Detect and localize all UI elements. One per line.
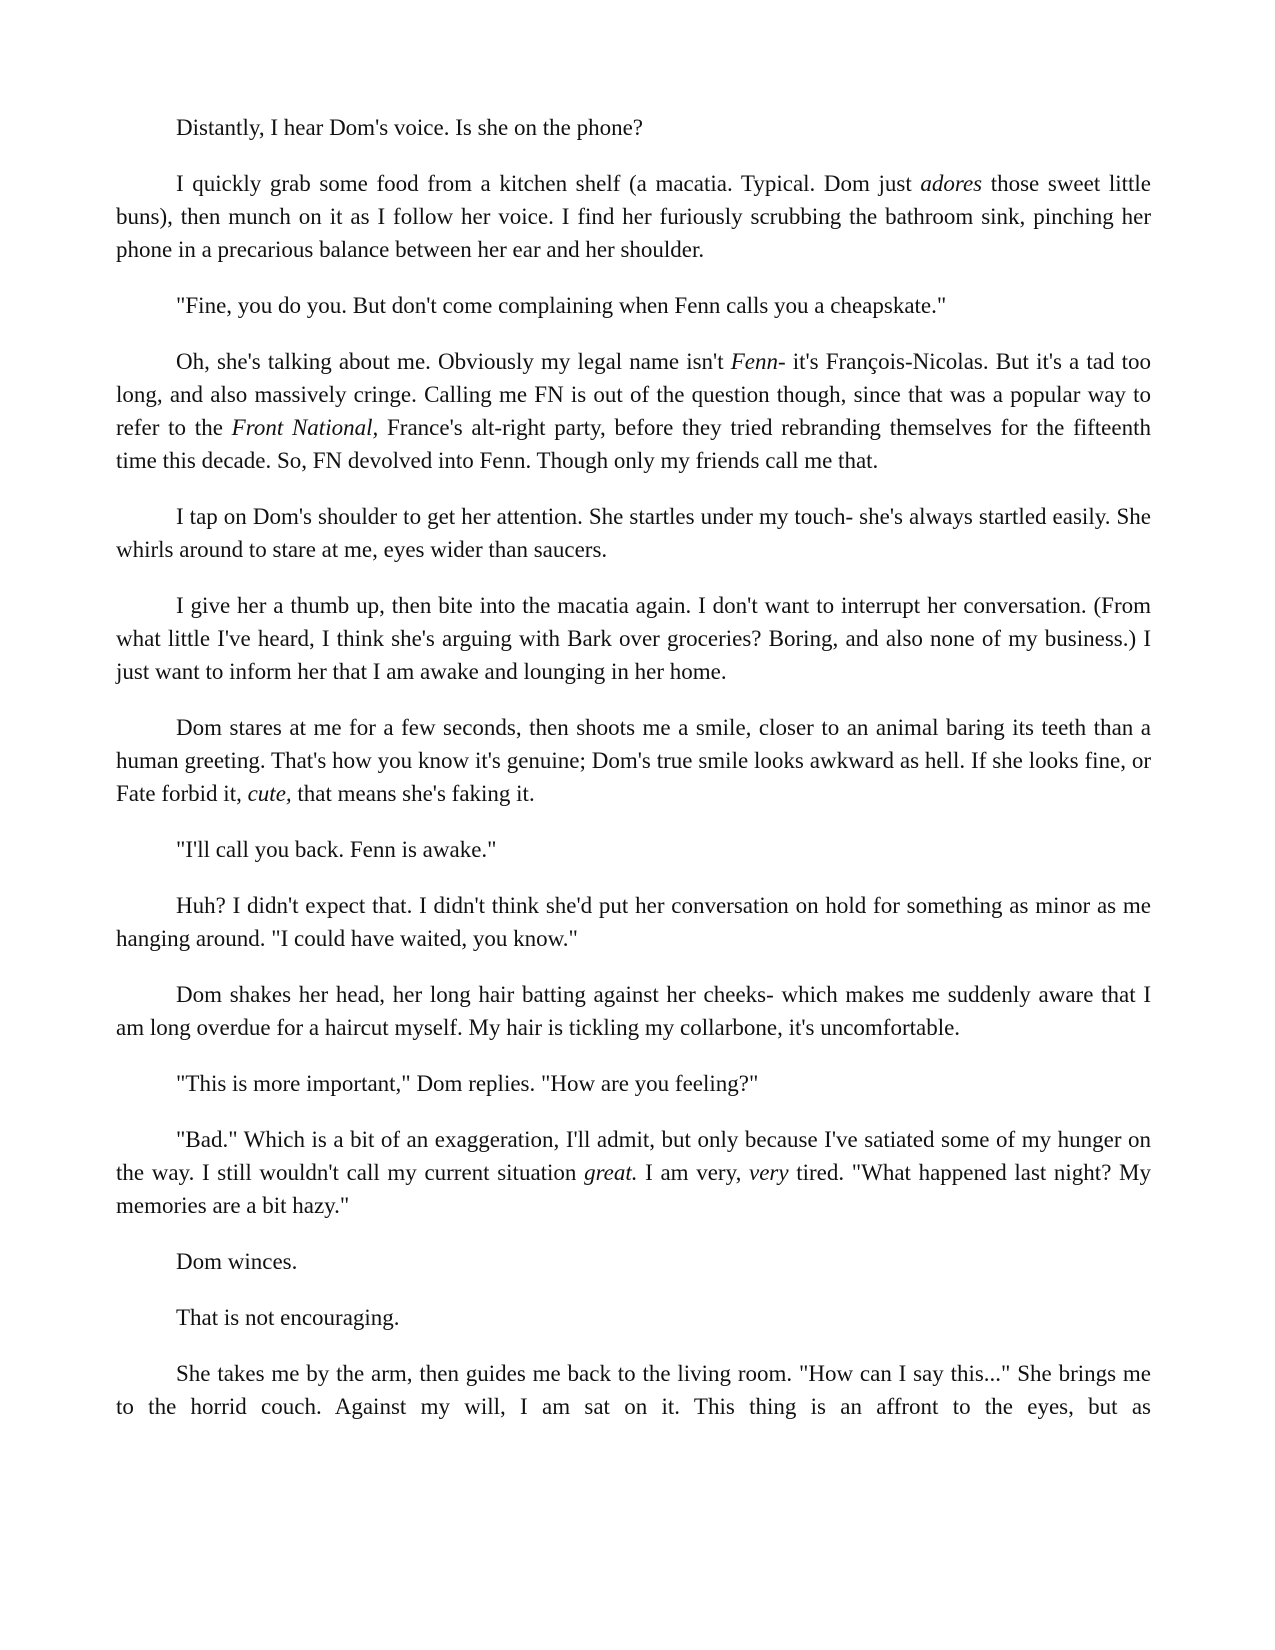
emphasis-text: cute, — [247, 781, 292, 806]
paragraph-text: closer to an animal baring its teeth than a human greeting. That's how you know it's genuine; Dom's true smile looks awkward as hell. If she looks fine, or Fate forbid it, — [116, 715, 1151, 806]
paragraph-text: She takes me by the arm, then guides me back to the living room. "How can I say this..." She brings me to the horrid couch. Against my will, I am sat on it. This thing is an affront to the eyes, but as — [116, 1361, 1151, 1419]
emphasis-text: Front National, — [231, 415, 379, 440]
body-paragraph — [116, 978, 1151, 1044]
body-paragraph — [116, 1067, 1151, 1100]
emphasis-text: Fenn- — [730, 349, 786, 374]
body-paragraph — [116, 711, 1151, 810]
body-paragraph — [116, 111, 1151, 144]
paragraph-text: that means she's faking it. — [291, 781, 535, 806]
body-paragraph — [116, 167, 1151, 266]
body-paragraph — [116, 889, 1151, 955]
paragraph-text: France's alt-right party, before they tried rebranding themselves for the fifteenth time this decade. So, FN devolved into Fenn. Though only my friends call me that. — [116, 415, 1151, 473]
paragraph-text: Dom winces. — [176, 1249, 298, 1274]
emphasis-text: very — [748, 1160, 789, 1185]
paragraph-text: I am very, — [637, 1160, 749, 1185]
paragraph-text: I quickly grab some food from a kitchen shelf (a macatia. Typical. Dom just — [176, 171, 921, 196]
document-page — [116, 111, 1151, 1446]
paragraph-text: Oh, she's talking about me. Obviously my legal name isn't — [176, 349, 731, 374]
body-paragraph — [116, 1357, 1151, 1423]
emphasis-text: great. — [584, 1160, 638, 1185]
body-paragraph — [116, 500, 1151, 566]
paragraph-text: Dom shakes her head, her long hair batting against her cheeks- which makes me suddenly aware that I am long overdue for a haircut myself. My hair is tickling my collarbone, it's uncomfortable. — [116, 982, 1151, 1040]
body-paragraph — [116, 833, 1151, 866]
paragraph-text: I tap on Dom's shoulder to get her attention. She startles under my touch- she's always startled easily. She whirls around to stare at me, eyes wider than saucers. — [116, 504, 1151, 562]
paragraph-text: "This is more important," Dom replies. "How are you feeling?" — [176, 1071, 759, 1096]
body-paragraph — [116, 345, 1151, 477]
body-paragraph — [116, 1123, 1151, 1222]
paragraph-text: Dom stares at me for a few seconds, then shoots me a smile — [176, 715, 746, 740]
paragraph-text: That is not encouraging. — [176, 1305, 400, 1330]
emphasis-text: adores — [920, 171, 983, 196]
paragraph-text: Distantly, I hear Dom's voice. Is she on the phone? — [176, 115, 644, 140]
paragraph-text: "Bad." Which is a bit of an exaggeration, I'll admit, but only because I've satiated some of my hunger on the way. I still wouldn't call my current situation — [116, 1127, 1151, 1185]
paragraph-text: "I'll call you back. Fenn is awake." — [176, 837, 497, 862]
body-paragraph — [116, 1245, 1151, 1278]
paragraph-text: those sweet little buns), then munch on it as I follow her voice. I find her furiously scrubbing the bathroom sink, pinching her phone in a precarious balance between her ear and her shoulder. — [116, 171, 1152, 262]
paragraph-text: Huh? I didn't expect that. I didn't think she'd put her conversation on hold for something as minor as me hanging around. "I could have waited, you know." — [116, 893, 1151, 951]
emphasis-text: , — [745, 715, 752, 740]
paragraph-text: it's François-Nicolas. But it's a tad too long, and also massively cringe. Calling me FN is out of the question though, since that was a popular way to refer to the — [116, 349, 1151, 440]
paragraph-text: tired. "What happened last night? My memories are a bit hazy." — [116, 1160, 1151, 1218]
paragraph-text: I give her a thumb up, then bite into the macatia again. I don't want to interrupt her conversation. (From what little I've heard, I think she's arguing with Bark over groceries? Boring, and also none of my business.) I just want to inform her that I am awake and lounging in her home. — [116, 593, 1151, 684]
body-paragraph — [116, 589, 1151, 688]
body-paragraph — [116, 1301, 1151, 1334]
paragraph-text: "Fine, you do you. But don't come complaining when Fenn calls you a cheapskate." — [176, 293, 947, 318]
body-paragraph — [116, 289, 1151, 322]
